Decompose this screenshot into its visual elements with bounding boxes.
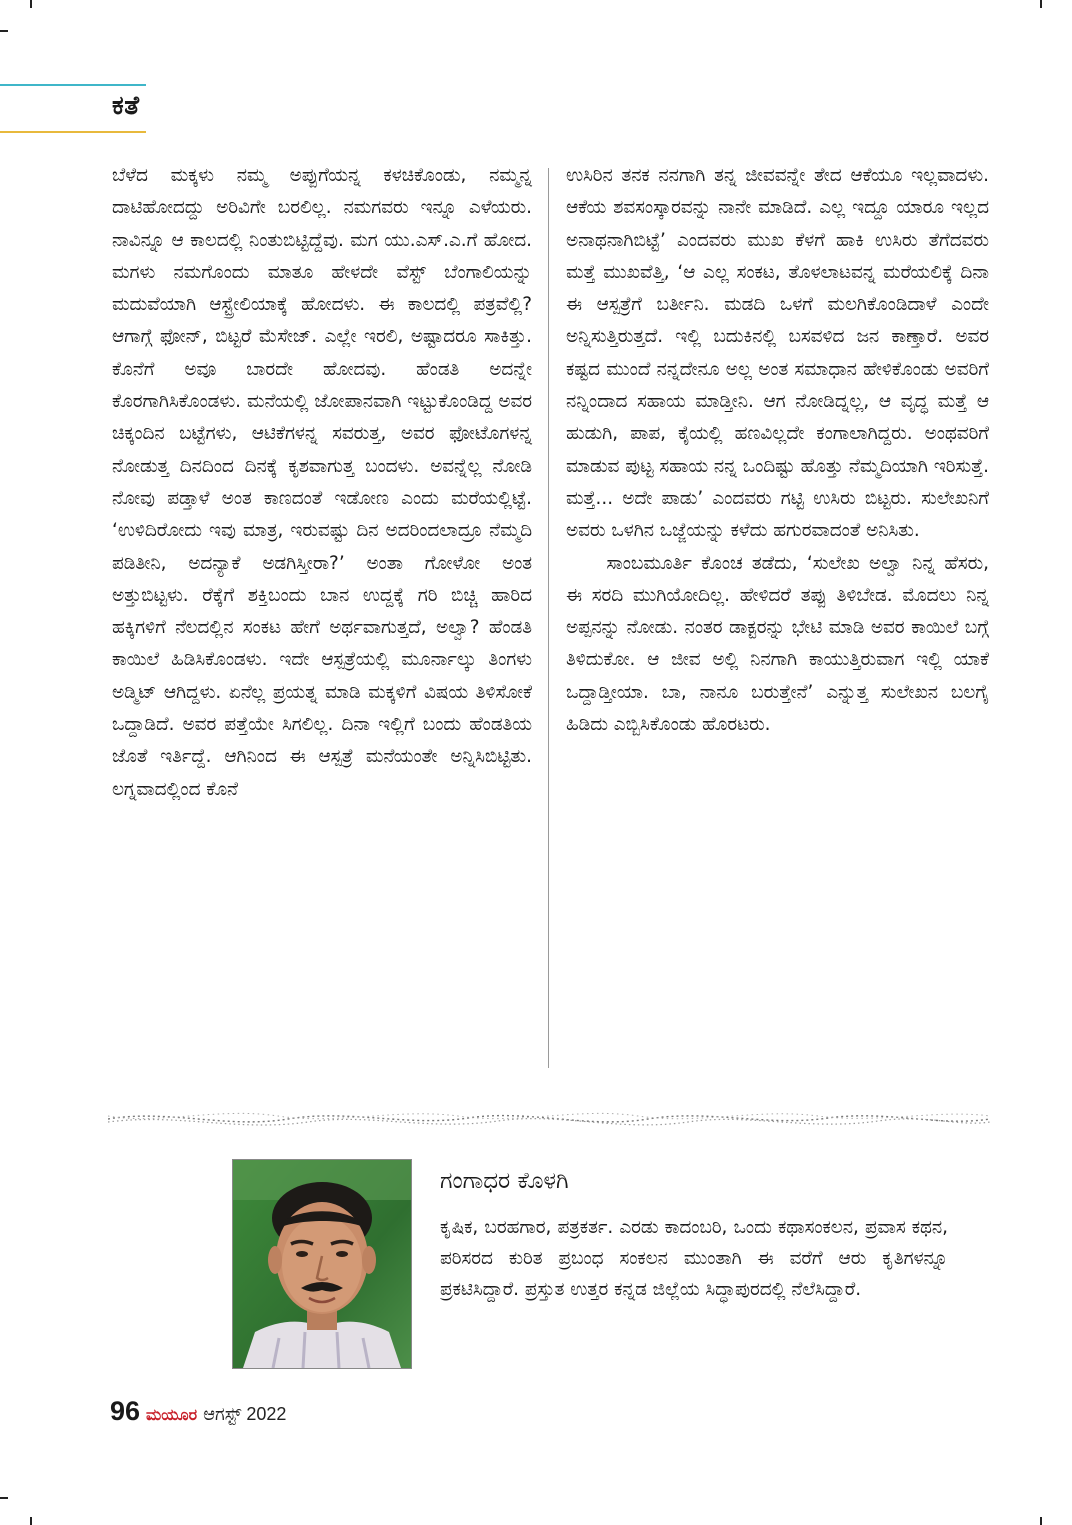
crop-mark <box>0 30 8 32</box>
story-paragraph: ಸಾಂಬಮೂರ್ತಿ ಕೊಂಚ ತಡೆದು, ‘ಸುಲೇಖ ಅಲ್ವಾ ನಿನ್ನ ಹೆಸರು, ಈ ಸರದಿ ಮುಗಿಯೋದಿಲ್ಲ. ಹೇಳಿದರೆ ತಪ್ಪು ತಿಳಿಬೇಡ. ಮೊದಲು ನಿನ್ನ ಅಪ್ಪನನ್ನು ನೋಡು. ನಂತರ ಡಾಕ್ಟರನ್ನು ಭೇಟಿ ಮಾಡಿ ಅವರ ಕಾಯಿಲೆ ಬಗ್ಗೆ ತಿಳಿದುಕೋ. ಆ ಜೀವ ಅಲ್ಲಿ ನಿನಗಾಗಿ ಕಾಯುತ್ತಿರುವಾಗ ಇಲ್ಲಿ ಯಾಕೆ ಒದ್ದಾಡ್ತೀಯಾ. ಬಾ, ನಾನೂ ಬರುತ್ತೇನೆ’ ಎನ್ನುತ್ತ ಸುಲೇಖನ ಬಲಗೈ ಹಿಡಿದು ಎಬ್ಬಿಸಿಕೊಂಡು ಹೊರಟರು. <box>566 552 989 736</box>
author-photo <box>232 1159 412 1369</box>
story-paragraph: ಉಸಿರಿನ ತನಕ ನನಗಾಗಿ ತನ್ನ ಜೀವವನ್ನೇ ತೇದ ಆಕೆಯೂ ಇಲ್ಲವಾದಳು. ಆಕೆಯ ಶವಸಂಸ್ಕಾರವನ್ನು ನಾನೇ ಮಾಡಿದೆ. ಎಲ್ಲ ಇದ್ದೂ ಯಾರೂ ಇಲ್ಲದ ಅನಾಥನಾಗಿಬಿಟ್ಟೆ’ ಎಂದವರು ಮುಖ ಕೆಳಗೆ ಹಾಕಿ ಉಸಿರು ತೆಗೆದವರು ಮತ್ತೆ ಮುಖವೆತ್ತಿ, ‘ಆ ಎಲ್ಲ ಸಂಕಟ, ತೊಳಲಾಟವನ್ನ ಮರೆಯಲಿಕ್ಕೆ ದಿನಾ ಈ ಆಸ್ಪತ್ರೆಗೆ ಬರ್ತೀನಿ. ಮಡದಿ ಒಳಗೆ ಮಲಗಿಕೊಂಡಿದಾಳೆ ಎಂದೇ ಅನ್ನಿಸುತ್ತಿರುತ್ತದೆ. ಇಲ್ಲಿ ಬದುಕಿನಲ್ಲಿ ಬಸವಳಿದ ಜನ ಕಾಣ್ತಾರೆ. ಅವರ ಕಷ್ಟದ ಮುಂದೆ ನನ್ನದೇನೂ ಅಲ್ಲ ಅಂತ ಸಮಾಧಾನ ಹೇಳಿಕೊಂಡು ಅವರಿಗೆ ನನ್ನಿಂದಾದ ಸಹಾಯ ಮಾಡ್ತೀನಿ. ಆಗ ನೋಡಿದ್ನಲ್ಲ, ಆ ವೃದ್ಧ ಮತ್ತೆ ಆ ಹುಡುಗಿ, ಪಾಪ, ಕೈಯಲ್ಲಿ ಹಣವಿಲ್ಲದೇ ಕಂಗಾಲಾಗಿದ್ದರು. ಅಂಥವರಿಗೆ ಮಾಡುವ ಪುಟ್ಟ ಸಹಾಯ ನನ್ನ ಒಂದಿಷ್ಟು ಹೊತ್ತು ನೆಮ್ಮದಿಯಾಗಿ ಇರಿಸುತ್ತೆ. ಮತ್ತೆ... ಅದೇ ಪಾಡು’ ಎಂದವರು ಗಟ್ಟಿ ಉಸಿರು ಬಿಟ್ಟರು. ಸುಲೇಖನಿಗೆ ಅವರು ಒಳಗಿನ ಒಜ್ಜೆಯನ್ನು ಕಳೆದು ಹಗುರವಾದಂತೆ ಅನಿಸಿತು. <box>566 165 989 542</box>
magazine-name: ಮಯೂರ <box>146 1405 198 1424</box>
crop-mark <box>0 1497 8 1499</box>
crop-mark <box>30 0 32 8</box>
author-name: ಗಂಗಾಧರ ಕೊಳಗಿ <box>440 1168 569 1194</box>
section-label: ಕತೆ <box>112 91 140 121</box>
story-paragraph: ಬೆಳೆದ ಮಕ್ಕಳು ನಮ್ಮ ಅಪ್ಪುಗೆಯನ್ನ ಕಳಚಿಕೊಂಡು, ನಮ್ಮನ್ನ ದಾಟಿಹೋದದ್ದು ಅರಿವಿಗೇ ಬರಲಿಲ್ಲ. ನಮಗವರು ಇನ್ನೂ ಎಳೆಯರು. ನಾವಿನ್ನೂ ಆ ಕಾಲದಲ್ಲಿ ನಿಂತುಬಿಟ್ಟಿದ್ದೆವು. ಮಗ ಯು.ಎಸ್.ಎ.ಗೆ ಹೋದ. ಮಗಳು ನಮಗೊಂದು ಮಾತೂ ಹೇಳದೇ ವೆಸ್ಟ್ ಬೆಂಗಾಲಿಯನ್ನು ಮದುವೆಯಾಗಿ ಆಸ್ಟ್ರೇಲಿಯಾಕ್ಕೆ ಹೋದಳು. ಈ ಕಾಲದಲ್ಲಿ ಪತ್ರವೆಲ್ಲಿ? ಆಗಾಗ್ಗೆ ಫೋನ್, ಬಿಟ್ಟರೆ ಮೆಸೇಜ್. ಎಲ್ಲೇ ಇರಲಿ, ಅಷ್ಟಾದರೂ ಸಾಕಿತ್ತು. ಕೊನೆಗೆ ಅವೂ ಬಾರದೇ ಹೋದವು. ಹೆಂಡತಿ ಅದನ್ನೇ ಕೊರಗಾಗಿಸಿಕೊಂಡಳು. ಮನೆಯಲ್ಲಿ ಜೋಪಾನವಾಗಿ ಇಟ್ಟುಕೊಂಡಿದ್ದ ಅವರ ಚಿಕ್ಕಂದಿನ ಬಟ್ಟೆಗಳು, ಆಟಿಕೆಗಳನ್ನ ಸವರುತ್ತ, ಅವರ ಫೋಟೊಗಳನ್ನ ನೋಡುತ್ತ ದಿನದಿಂದ ದಿನಕ್ಕೆ ಕೃಶವಾಗುತ್ತ ಬಂದಳು. ಅವನ್ನೆಲ್ಲ ನೋಡಿ ನೋವು ಪಡ್ತಾಳೆ ಅಂತ ಕಾಣದಂತೆ ಇಡೋಣ ಎಂದು ಮರೆಯಲ್ಲಿಟ್ಟೆ. ‘ಉಳಿದಿರೋದು ಇವು ಮಾತ್ರ, ಇರುವಷ್ಟು ದಿನ ಅದರಿಂದಲಾದ್ರೂ ನೆಮ್ಮದಿ ಪಡಿತೀನಿ, ಅದನ್ಯಾಕೆ ಅಡಗಿಸ್ತೀರಾ?’ ಅಂತಾ ಗೋಳೋ ಅಂತ ಅತ್ತುಬಿಟ್ಟಳು. ರೆಕ್ಕೆಗೆ ಶಕ್ತಿಬಂದು ಬಾನ ಉದ್ದಕ್ಕೆ ಗರಿ ಬಿಚ್ಚಿ ಹಾರಿದ ಹಕ್ಕಿಗಳಿಗೆ ನೆಲದಲ್ಲಿನ ಸಂಕಟ ಹೇಗೆ ಅರ್ಥವಾಗುತ್ತದೆ, ಅಲ್ವಾ? ಹೆಂಡತಿ ಕಾಯಿಲೆ ಹಿಡಿಸಿಕೊಂಡಳು. ಇದೇ ಆಸ್ಪತ್ರೆಯಲ್ಲಿ ಮೂರ್ನಾಲ್ಕು ತಿಂಗಳು ಅಡ್ಮಿಟ್ ಆಗಿದ್ದಳು. ಏನೆಲ್ಲ ಪ್ರಯತ್ನ ಮಾಡಿ ಮಕ್ಕಳಿಗೆ ವಿಷಯ ತಿಳಿಸೋಕೆ ಒದ್ದಾಡಿದೆ. ಅವರ ಪತ್ತೆಯೇ ಸಿಗಲಿಲ್ಲ. ದಿನಾ ಇಲ್ಲಿಗೆ ಬಂದು ಹೆಂಡತಿಯ ಜೊತೆ ಇರ್ತಿದ್ದೆ. ಆಗಿನಿಂದ ಈ ಆಸ್ಪತ್ರೆ ಮನೆಯಂತೇ ಅನ್ನಿಸಿಬಿಟ್ಟಿತು. ಲಗ್ನವಾದಲ್ಲಿಂದ ಕೊನೆ <box>112 165 532 800</box>
page-footer <box>110 1396 286 1427</box>
crop-mark <box>30 1517 32 1525</box>
story-column-left <box>112 160 532 806</box>
story-column-right <box>566 160 989 741</box>
page-number: 96 <box>110 1396 141 1426</box>
crop-mark <box>1040 0 1042 8</box>
column-divider <box>548 168 549 1068</box>
section-rule-top <box>0 84 146 86</box>
author-bio: ಕೃಷಿಕ, ಬರಹಗಾರ, ಪತ್ರಕರ್ತ. ಎರಡು ಕಾದಂಬರಿ, ಒಂದು ಕಥಾಸಂಕಲನ, ಪ್ರವಾಸ ಕಥನ, ಪರಿಸರದ ಕುರಿತ ಪ್ರಬಂಧ ಸಂಕಲನ ಮುಂತಾಗಿ ಈ ವರೆಗೆ ಆರು ಕೃತಿಗಳನ್ನೂ ಪ್ರಕಟಿಸಿದ್ದಾರೆ. ಪ್ರಸ್ತುತ ಉತ್ತರ ಕನ್ನಡ ಜಿಲ್ಲೆಯ ಸಿದ್ಧಾಪುರದಲ್ಲಿ ನೆಲೆಸಿದ್ದಾರೆ. <box>440 1217 948 1300</box>
section-rule-bottom <box>0 131 146 133</box>
crop-mark <box>1040 1517 1042 1525</box>
author-portrait <box>233 1160 411 1368</box>
wave-divider <box>108 1105 990 1133</box>
issue-date: ಆಗಸ್ಟ್ 2022 <box>203 1404 287 1424</box>
